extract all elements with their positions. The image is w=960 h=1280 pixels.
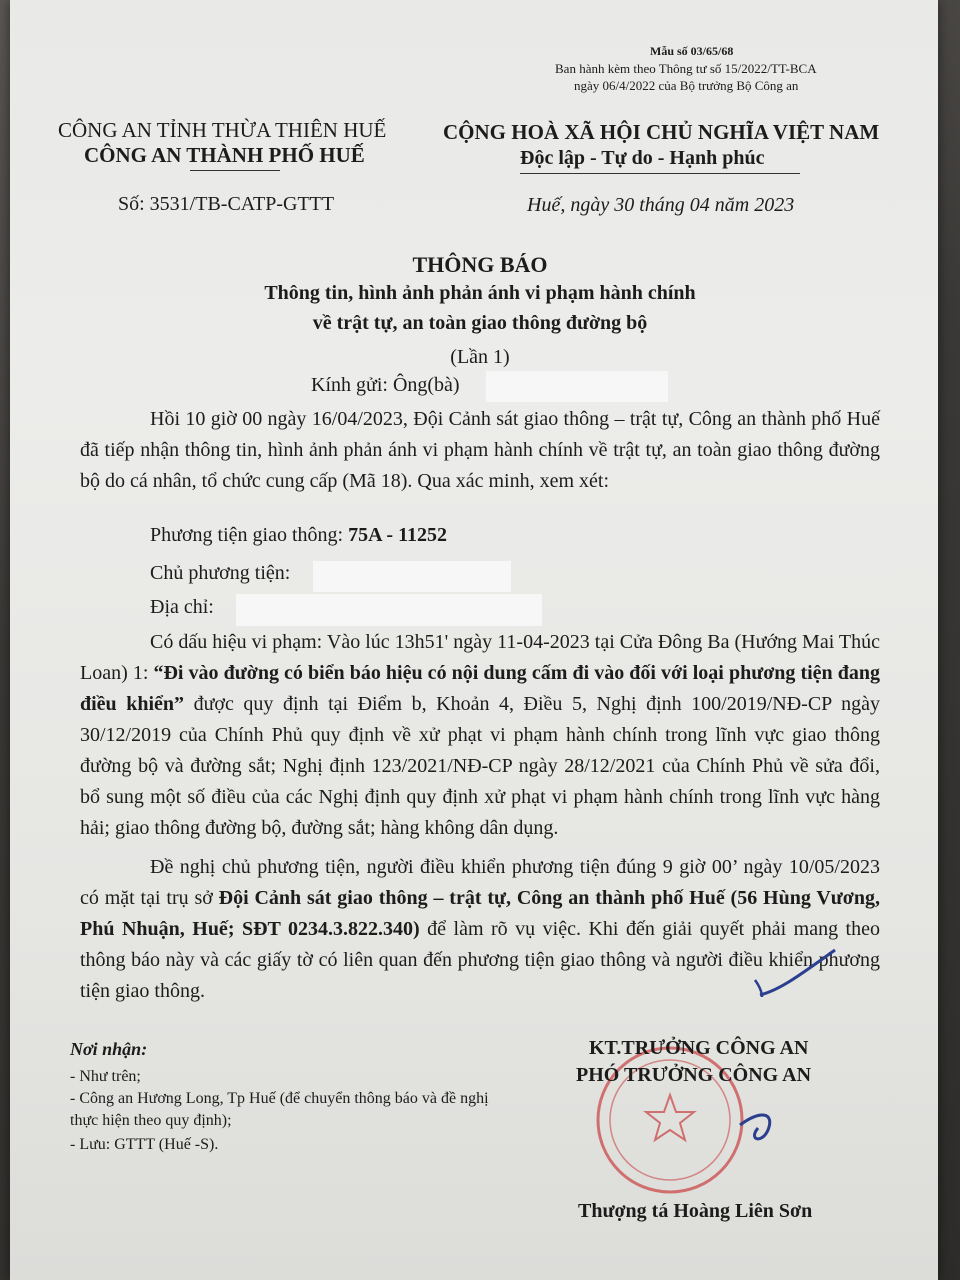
redacted-owner	[313, 561, 511, 592]
request-intro: Đề nghị chủ phương tiện, người điều khiển phương tiện đúng 9 giờ 00’ ngày 10/05/2023 có mặt tại trụ sở	[80, 856, 880, 909]
request-end: để làm rõ vụ việc. Khi đến giải quyết phải mang theo thông báo này và các giấy tờ có liên quan đến phương tiện giao thông và người điều khiển phương tiện giao thông.	[80, 918, 880, 1002]
recipients-title: Nơi nhận:	[70, 1039, 148, 1059]
parent-organization: CÔNG AN TỈNH THỪA THIÊN HUẾ	[58, 118, 387, 142]
address-label: Địa chỉ:	[150, 596, 214, 618]
document-date: Huế, ngày 30 tháng 04 năm 2023	[527, 194, 795, 216]
initial-signature-mark	[740, 945, 860, 1005]
document-number: Số: 3531/TB-CATP-GTTT	[118, 193, 335, 215]
redacted-address	[236, 594, 542, 626]
form-number: Mẫu số 03/65/68	[650, 44, 734, 58]
document-subtitle-1: Thông tin, hình ảnh phản ánh vi phạm hành chính	[264, 282, 696, 304]
recipient-label: Kính gửi: Ông(bà)	[311, 374, 460, 396]
national-motto: Độc lập - Tự do - Hạnh phúc	[520, 147, 765, 169]
owner-label: Chủ phương tiện:	[150, 562, 291, 584]
signatory-title-1: KT.TRƯỞNG CÔNG AN	[589, 1037, 809, 1059]
document-title: THÔNG BÁO	[412, 252, 548, 277]
motto-underline	[520, 173, 800, 174]
violation-intro: Có dấu hiệu vi phạm: Vào lúc 13h51' ngày 11-04-2023 tại Cửa Đông Ba (Hướng Mai Thúc Loan) 1:	[80, 631, 880, 684]
redacted-recipient	[486, 371, 668, 402]
violation-paragraph	[80, 627, 880, 844]
recipient-item-1: - Như trên;	[70, 1068, 141, 1085]
recipient-item-2: - Công an Hương Long, Tp Huế (để chuyển thông báo và đề nghị thực hiện theo quy định);	[70, 1090, 489, 1129]
vehicle-field	[150, 524, 447, 547]
violation-description: “Đi vào đường có biển báo hiệu có nội dung cấm đi vào đối với loại phương tiện đang điều khiển”	[80, 662, 881, 715]
violation-legal-basis: được quy định tại Điểm b, Khoản 4, Điều 5, Nghị định 100/2019/NĐ-CP ngày 30/12/2019 của Chính Phủ quy định về xử phạt vi phạm hành chính trong lĩnh vực giao thông đường bộ và đường sắt; Nghị định 123/2021/NĐ-CP ngày 28/12/2021 của Chính Phủ về sửa đổi, bổ sung một số điều của các Nghị định quy định xử phạt vi phạm hành chính trong lĩnh vực hàng hải; giao thông đường bộ, đường sắt; hàng không dân dụng.	[80, 693, 880, 839]
organization: CÔNG AN THÀNH PHỐ HUẾ	[84, 143, 365, 167]
notice-attempt: (Lần 1)	[450, 346, 510, 368]
vehicle-label: Phương tiện giao thông:	[150, 524, 349, 546]
org-underline	[190, 170, 280, 171]
document-subtitle-2: về trật tự, an toàn giao thông đường bộ	[312, 312, 648, 334]
intro-paragraph: Hồi 10 giờ 00 ngày 16/04/2023, Đội Cảnh sát giao thông – trật tự, Công an thành phố Huế đã tiếp nhận thông tin, hình ảnh phản ánh vi phạm hành chính về trật tự, an toàn giao thông đường bộ do cá nhân, tổ chức cung cấp (Mã 18). Qua xác minh, xem xét:	[80, 408, 880, 492]
recipient-item-3: - Lưu: GTTT (Huế -S).	[70, 1136, 219, 1153]
form-issue-date-line: ngày 06/4/2022 của Bộ trưởng Bộ Công an	[574, 78, 799, 93]
office-address: Đội Cảnh sát giao thông – trật tự, Công an thành phố Huế (56 Hùng Vương, Phú Nhuận, Huế; SĐT 0234.3.822.340)	[80, 887, 880, 940]
republic-heading: CỘNG HOÀ XÃ HỘI CHỦ NGHĨA VIỆT NAM	[443, 120, 880, 144]
signatory-name: Thượng tá Hoàng Liên Sơn	[578, 1200, 813, 1222]
vehicle-plate: 75A - 11252	[348, 524, 447, 546]
form-issue-line: Ban hành kèm theo Thông tư số 15/2022/TT-BCA	[555, 61, 817, 76]
signatory-title-2: PHÓ TRƯỞNG CÔNG AN	[576, 1064, 812, 1086]
